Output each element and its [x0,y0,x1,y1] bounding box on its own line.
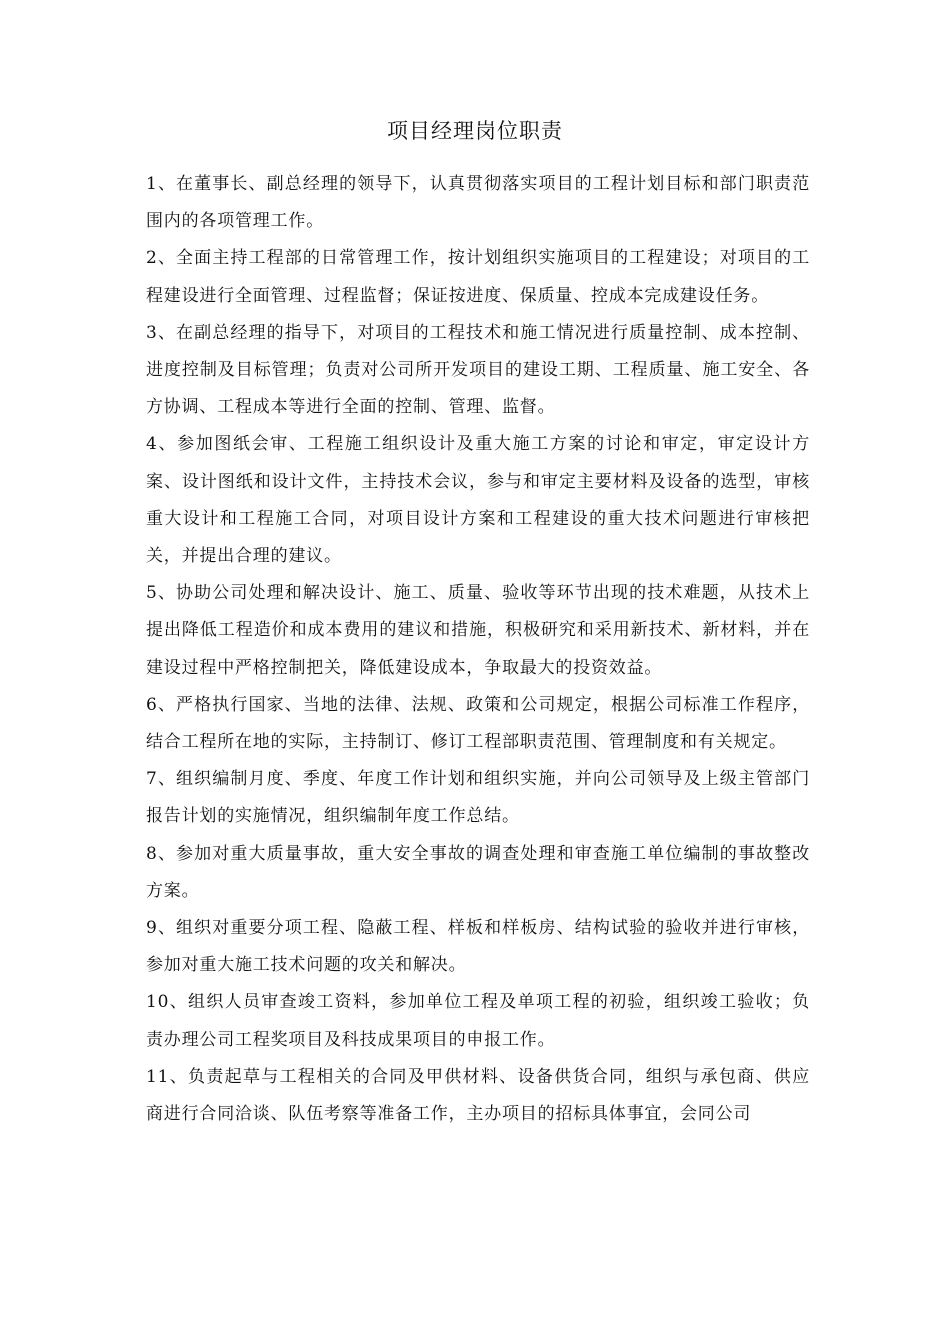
paragraph-8: 8、参加对重大质量事故，重大安全事故的调查处理和审查施工单位编制的事故整改方案。 [146,843,810,901]
paragraph-1: 1、在董事长、副总经理的领导下，认真贯彻落实项目的工程计划目标和部门职责范围内的各项管理工作。 [146,174,810,232]
paragraph-11: 11、负责起草与工程相关的合同及甲供材料、设备供货合同，组织与承包商、供应商进行合同洽谈、队伍考察等准备工作，主办项目的招标具体事宜，会同公司 [146,1066,810,1125]
paragraph-7: 7、组织编制月度、季度、年度工作计划和组织实施，并向公司领导及上级主管部门报告计划的实施情况，组织编制年度工作总结。 [146,769,810,827]
paragraph-3: 3、在副总经理的指导下，对项目的工程技术和施工情况进行质量控制、成本控制、进度控制及目标管理；负责对公司所开发项目的建设工期、工程质量、施工安全、各方协调、工程成本等进行全面的控制、管理、监督。 [146,322,810,418]
paragraph-6: 6、严格执行国家、当地的法律、法规、政策和公司规定，根据公司标准工作程序，结合工程所在地的实际，主持制订、修订工程部职责范围、管理制度和有关规定。 [146,694,810,753]
paragraph-4: 4、参加图纸会审、工程施工组织设计及重大施工方案的讨论和审定，审定设计方案、设计图纸和设计文件，主持技术会议，参与和审定主要材料及设备的选型，审核重大设计和工程施工合同，对项目设计方案和工程建设的重大技术问题进行审核把关，并提出合理的建议。 [146,434,810,567]
document-body [146,166,810,1133]
paragraph-10: 10、组织人员审查竣工资料，参加单位工程及单项工程的初验，组织竣工验收；负责办理公司工程奖项目及科技成果项目的申报工作。 [146,992,810,1050]
document-title: 项目经理岗位职责 [387,119,563,143]
paragraph-5: 5、协助公司处理和解决设计、施工、质量、验收等环节出现的技术难题，从技术上提出降低工程造价和成本费用的建议和措施，积极研究和采用新技术、新材料，并在建设过程中严格控制把关，降低建设成本，争取最大的投资效益。 [146,583,810,678]
paragraph-2: 2、全面主持工程部的日常管理工作，按计划组织实施项目的工程建设；对项目的工程建设进行全面管理、过程监督；保证按进度、保质量、控成本完成建设任务。 [146,248,810,306]
paragraph-9: 9、组织对重要分项工程、隐蔽工程、样板和样板房、结构试验的验收并进行审核，参加对重大施工技术问题的攻关和解决。 [146,918,810,976]
